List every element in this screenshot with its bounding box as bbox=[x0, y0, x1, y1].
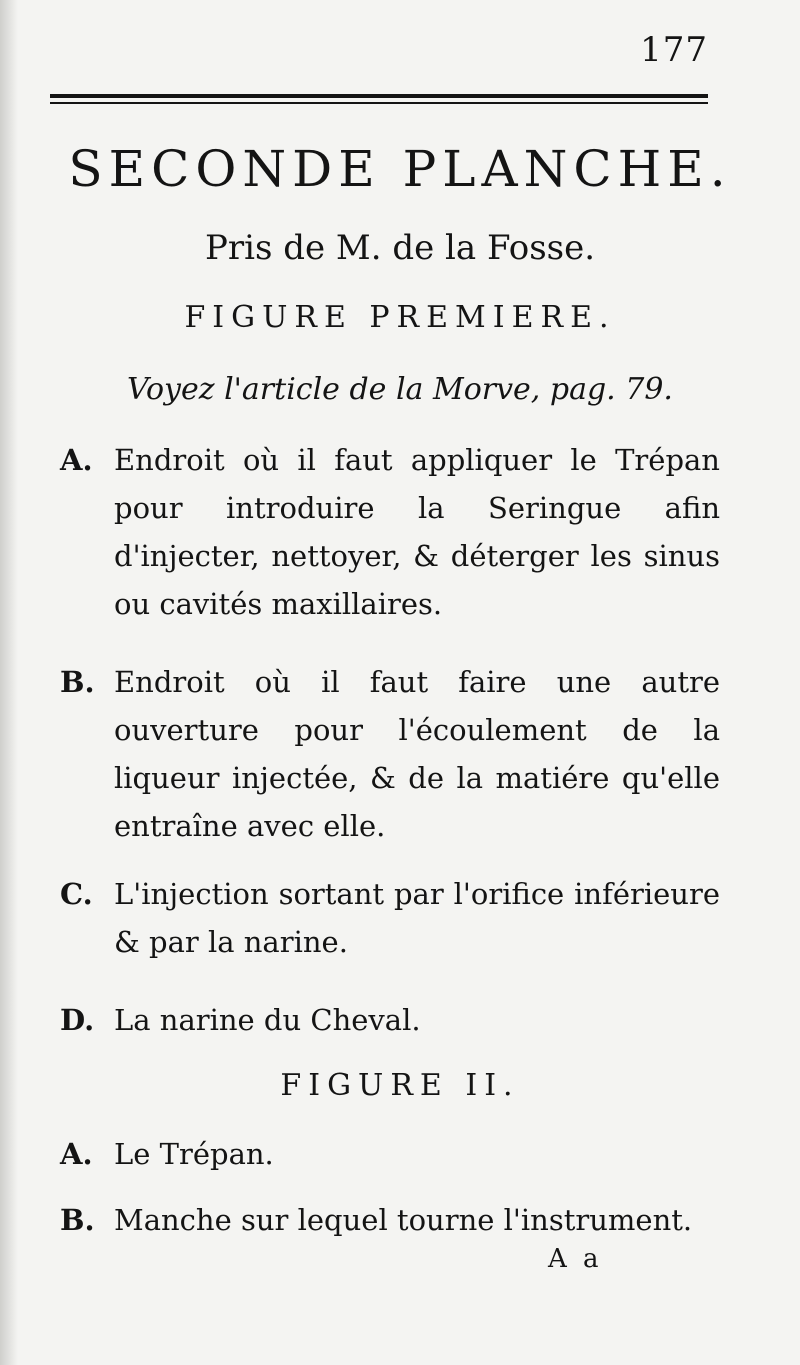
figure-1-entry-b bbox=[60, 658, 720, 850]
figure-1-entry-a bbox=[60, 436, 720, 628]
entry-text: Endroit où il faut faire une autre ouverture pour l'écoulement de la liqueur injectée, & de la matiére qu'elle entraîne avec elle. bbox=[114, 665, 720, 843]
page-number: 177 bbox=[640, 30, 708, 70]
figure-1-heading: FIGURE PREMIERE. bbox=[184, 300, 616, 335]
entry-text: Le Trépan. bbox=[114, 1137, 274, 1171]
figure-1-reference: Voyez l'article de la Morve, pag. 79. bbox=[127, 372, 673, 407]
page-subtitle: Pris de M. de la Fosse. bbox=[204, 228, 596, 268]
entry-letter: C. bbox=[60, 877, 93, 911]
entry-text: Endroit où il faut appliquer le Trépan pour introduire la Seringue afin d'injecter, nettoyer, & déterger les sinus ou cavités maxillaires. bbox=[114, 443, 720, 621]
entry-letter: A. bbox=[60, 443, 93, 477]
entry-letter: A. bbox=[60, 1137, 93, 1171]
signature-mark: A a bbox=[548, 1244, 603, 1274]
entry-letter: B. bbox=[60, 665, 95, 699]
figure-1-entry-c bbox=[60, 870, 720, 966]
entry-text: Manche sur lequel tourne l'instrument. bbox=[114, 1203, 693, 1237]
figure-2-entry-a bbox=[60, 1130, 720, 1178]
header-rule bbox=[50, 94, 708, 98]
page-gutter bbox=[0, 0, 18, 1365]
entry-letter: B. bbox=[60, 1203, 95, 1237]
entry-text: La narine du Cheval. bbox=[114, 1003, 421, 1037]
figure-1-entry-d bbox=[60, 996, 720, 1044]
figure-2-heading: FIGURE II. bbox=[280, 1068, 520, 1103]
page-title: SECONDE PLANCHE. bbox=[68, 140, 732, 198]
entry-text: L'injection sortant par l'orifice inférieure & par la narine. bbox=[114, 877, 720, 959]
figure-2-entry-b bbox=[60, 1196, 720, 1244]
entry-letter: D. bbox=[60, 1003, 95, 1037]
